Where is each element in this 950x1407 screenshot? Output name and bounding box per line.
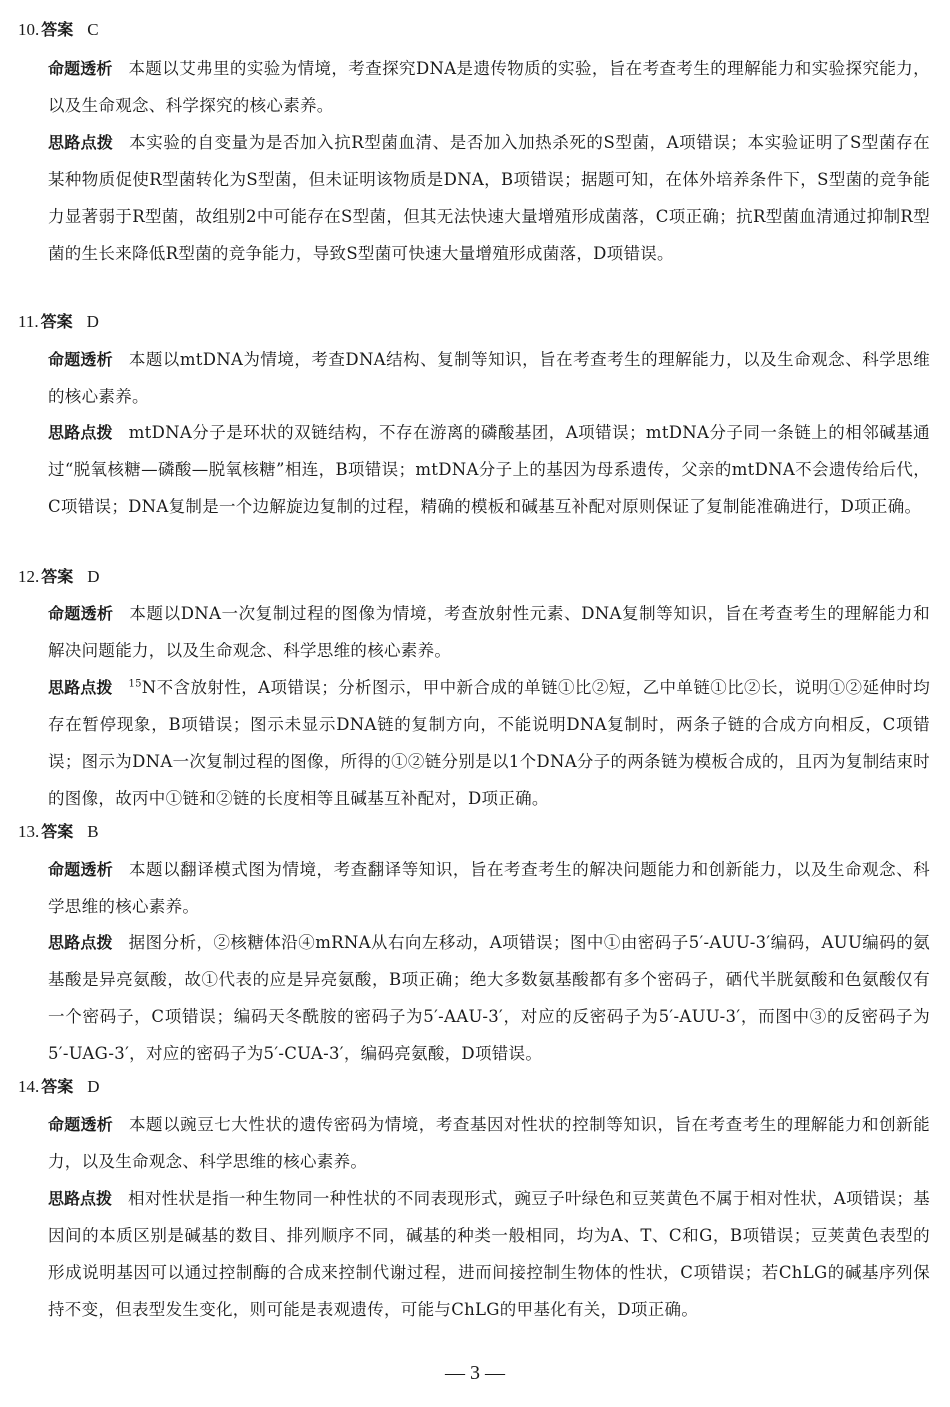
- answer-label: 答案: [41, 822, 74, 841]
- question-13-header: [18, 820, 99, 844]
- intent-text: 本题以翻译模式图为情境，考查翻译等知识，旨在考查考生的解决问题能力和创新能力，以及生命观念、科学思维的核心素养。: [48, 860, 930, 916]
- answer-label: 答案: [41, 1077, 74, 1096]
- analysis-text: 据图分析，②核糖体沿④mRNA从右向左移动，A项错误；图中①由密码子5′-AUU-3′编码，AUU编码的氨基酸是异亮氨酸，故①代表的应是异亮氨酸，B项正确；绝大多数氨基酸都有多个密码子，硒代半胱氨酸和色氨酸仅有一个密码子，C项错误；编码天冬酰胺的密码子为5′-AAU-3′，对应的反密码子为5′-AUU-3′，而图中③的反密码子为5′-UAG-3′，对应的密码子为5′-CUA-3′，编码亮氨酸，D项错误。: [48, 933, 930, 1063]
- intent-label: 命题透析: [48, 604, 114, 623]
- question-13-analysis: [48, 924, 930, 1072]
- question-12-header: [18, 565, 100, 589]
- intent-label: 命题透析: [48, 59, 113, 78]
- question-14-header: [18, 1075, 100, 1099]
- analysis-text: 本实验的自变量为是否加入抗R型菌血清、是否加入加热杀死的S型菌，A项错误；本实验证明了S型菌存在某种物质促使R型菌转化为S型菌，但未证明该物质是DNA，B项错误；据题可知，在体外培养条件下，S型菌的竞争能力显著弱于R型菌，故组别2中可能存在S型菌，但其无法快速大量增殖形成菌落，C项正确；抗R型菌血清通过抑制R型菌的生长来降低R型菌的竞争能力，导致S型菌可快速大量增殖形成菌落，D项错误。: [48, 133, 930, 263]
- intent-label: 命题透析: [48, 350, 113, 369]
- question-10-analysis: [48, 124, 930, 272]
- question-number: 13.: [18, 822, 40, 841]
- question-number: 12.: [18, 567, 40, 586]
- question-11-intent: [48, 341, 930, 415]
- page-number: — 3 —: [445, 1362, 505, 1384]
- question-10-header: [18, 18, 99, 42]
- analysis-label: 思路点拨: [48, 678, 113, 697]
- intent-text: 本题以mtDNA为情境，考查DNA结构、复制等知识，旨在考查考生的理解能力，以及生命观念、科学思维的核心素养。: [48, 350, 930, 406]
- intent-text: 本题以DNA一次复制过程的图像为情境，考查放射性元素、DNA复制等知识，旨在考查考生的理解能力和解决问题能力，以及生命观念、科学思维的核心素养。: [48, 604, 930, 660]
- question-number: 14.: [18, 1077, 40, 1096]
- answer-value: C: [87, 20, 99, 39]
- question-11-header: [18, 310, 99, 334]
- analysis-text: N不含放射性，A项错误；分析图示，甲中新合成的单链①比②短，乙中单链①比②长，说明①②延伸时均存在暂停现象，B项错误；图示未显示DNA链的复制方向，不能说明DNA复制时，两条子链的合成方向相反，C项错误；图示为DNA一次复制过程的图像，所得的①②链分别是以1个DNA分子的两条链为模板合成的，且丙为复制结束时的图像，故丙中①链和②链的长度相等且碱基互补配对，D项正确。: [48, 678, 930, 808]
- question-14-analysis: [48, 1180, 930, 1328]
- analysis-label: 思路点拨: [48, 423, 113, 442]
- question-12-analysis: [48, 669, 930, 817]
- intent-text: 本题以艾弗里的实验为情境，考查探究DNA是遗传物质的实验，旨在考查考生的理解能力和实验探究能力，以及生命观念、科学探究的核心素养。: [48, 59, 930, 115]
- question-11-analysis: [48, 414, 930, 525]
- answer-value: D: [87, 1077, 100, 1096]
- answer-label: 答案: [40, 312, 73, 331]
- answer-label: 答案: [41, 20, 74, 39]
- answer-value: D: [87, 567, 100, 586]
- analysis-text: mtDNA分子是环状的双链结构，不存在游离的磷酸基团，A项错误；mtDNA分子同一条链上的相邻碱基通过“脱氧核糖—磷酸—脱氧核糖”相连，B项错误；mtDNA分子上的基因为母系遗传，父亲的mtDNA不会遗传给后代，C项错误；DNA复制是一个边解旋边复制的过程，精确的模板和碱基互补配对原则保证了复制能准确进行，D项正确。: [48, 423, 930, 516]
- analysis-text: 相对性状是指一种生物同一种性状的不同表现形式，豌豆子叶绿色和豆荚黄色不属于相对性状，A项错误；基因间的本质区别是碱基的数目、排列顺序不同，碱基的种类一般相同，均为A、T、C和G，B项错误；豆荚黄色表型的形成说明基因可以通过控制酶的合成来控制代谢过程，进而间接控制生物体的性状，C项错误；若ChLG的碱基序列保持不变，但表型发生变化，则可能是表观遗传，可能与ChLG的甲基化有关，D项正确。: [48, 1189, 930, 1319]
- analysis-label: 思路点拨: [48, 133, 114, 152]
- question-number: 10.: [18, 20, 40, 39]
- question-10-intent: [48, 50, 930, 124]
- intent-text: 本题以豌豆七大性状的遗传密码为情境，考查基因对性状的控制等知识，旨在考查考生的理解能力和创新能力，以及生命观念、科学思维的核心素养。: [48, 1115, 930, 1171]
- question-14-intent: [48, 1106, 930, 1180]
- analysis-label: 思路点拨: [48, 1189, 113, 1208]
- answer-label: 答案: [41, 567, 74, 586]
- question-number: 11.: [18, 312, 39, 331]
- answer-value: B: [87, 822, 99, 841]
- answer-value: D: [86, 312, 99, 331]
- question-12-intent: [48, 595, 930, 669]
- intent-label: 命题透析: [48, 860, 113, 879]
- analysis-label: 思路点拨: [48, 933, 113, 952]
- question-13-intent: [48, 851, 930, 925]
- isotope-superscript: 15: [128, 678, 142, 690]
- intent-label: 命题透析: [48, 1115, 113, 1134]
